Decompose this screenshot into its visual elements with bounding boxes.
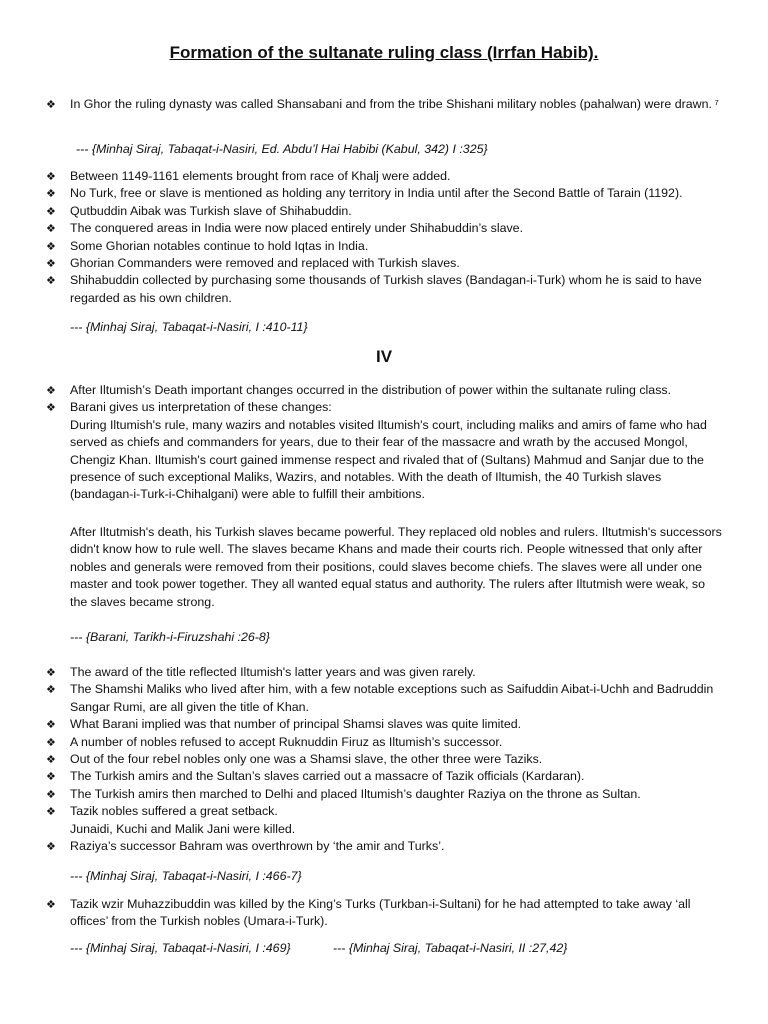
summary-paragraph: After Iltutmish's death, his Turkish slaves became powerful. They replaced old nobles and rulers. Iltutmish's successors didn't know how to rule well. The slaves became Khans and made their courts rich. People witnessed that only after nobles and generals were removed from their positions, could slaves become chiefs. The slaves were all under one master and took power together. They all wanted equal status and authority. The rulers after Iltutmish were weak, so the slaves became strong. xyxy=(70,525,722,609)
diamond-bullet-icon: ❖ xyxy=(46,787,56,801)
continuation-line: Junaidi, Kuchi and Malik Jani were killed. xyxy=(70,821,296,836)
citation: --- {Minhaj Siraj, Tabaqat-i-Nasiri, Ed. Abdu’l Hai Habibi (Kabul, 342) I :325} xyxy=(76,142,488,156)
list-item xyxy=(0,96,768,113)
list-item xyxy=(0,803,768,820)
bullet-text: Tazik wzir Muhazzibuddin was killed by the King’s Turks (Turkban-i-Sultani) for he had attempted to take away ‘all offices’ from the Turkish nobles (Umara-i-Turk). xyxy=(70,897,691,929)
list-item xyxy=(0,786,768,803)
diamond-bullet-icon: ❖ xyxy=(46,735,56,749)
list-item xyxy=(0,896,768,931)
bullet-list xyxy=(0,664,768,855)
bullet-text: Shihabuddin collected by purchasing some thousands of Turkish slaves (Bandagan-i-Turk) whom he is said to have regarded as his own children. xyxy=(70,273,702,305)
bullet-text: Out of the four rebel nobles only one was a Shamsi slave, the other three were Taziks. xyxy=(70,752,543,767)
citation: --- {Barani, Tarikh-i-Firuzshahi :26-8} xyxy=(70,630,270,644)
diamond-bullet-icon: ❖ xyxy=(46,753,56,767)
list-item xyxy=(0,716,768,733)
list-item xyxy=(0,734,768,751)
list-item xyxy=(0,838,768,855)
citation: --- {Minhaj Siraj, Tabaqat-i-Nasiri, I :466-7} xyxy=(70,869,302,883)
diamond-bullet-icon: ❖ xyxy=(46,840,56,854)
diamond-bullet-icon: ❖ xyxy=(46,666,56,679)
diamond-bullet-icon: ❖ xyxy=(46,204,56,218)
bullet-list xyxy=(0,168,768,307)
bullet-text: The award of the title reflected Iltumish's latter years and was given rarely. xyxy=(70,665,476,679)
diamond-bullet-icon: ❖ xyxy=(46,770,56,784)
list-item xyxy=(0,168,768,185)
bullet-text: Barani gives us interpretation of these changes: xyxy=(70,400,332,415)
list-item xyxy=(0,203,768,220)
citation: --- {Minhaj Siraj, Tabaqat-i-Nasiri, II :27,42} xyxy=(333,941,568,955)
diamond-bullet-icon: ❖ xyxy=(46,222,56,236)
diamond-bullet-icon: ❖ xyxy=(46,187,56,201)
diamond-bullet-icon: ❖ xyxy=(46,239,56,253)
bullet-text: Some Ghorian notables continue to hold Iqtas in India. xyxy=(70,238,369,253)
bullet-text: Tazik nobles suffered a great setback. xyxy=(70,804,278,819)
diamond-bullet-icon: ❖ xyxy=(46,274,56,288)
citation: --- {Minhaj Siraj, Tabaqat-i-Nasiri, I :469} xyxy=(70,941,291,955)
list-item xyxy=(0,255,768,272)
diamond-bullet-icon: ❖ xyxy=(46,683,56,697)
section-heading: IV xyxy=(375,347,393,366)
list-item xyxy=(0,681,768,716)
paragraph-block xyxy=(0,524,768,611)
diamond-bullet-icon: ❖ xyxy=(46,98,56,111)
bullet-text: What Barani implied was that number of principal Shamsi slaves was quite limited. xyxy=(70,717,522,732)
bullet-text: The Shamshi Maliks who lived after him, with a few notable exceptions such as Saifuddin Aibat-i-Uchh and Badruddin Sangar Rumi, are all given the title of Khan. xyxy=(70,682,714,714)
bullet-text: Between 1149-1161 elements brought from race of Khalj were added. xyxy=(70,169,451,183)
citation: --- {Minhaj Siraj, Tabaqat-i-Nasiri, I :410-11} xyxy=(70,320,308,334)
bullet-text: The Turkish amirs and the Sultan’s slaves carried out a massacre of Tazik officials (Kardaran). xyxy=(70,769,585,784)
bullet-list xyxy=(0,896,768,931)
bullet-text: No Turk, free or slave is mentioned as holding any territory in India until after the Second Battle of Tarain (1192). xyxy=(70,186,683,201)
bullet-text: Qutbuddin Aibak was Turkish slave of Shihabuddin. xyxy=(70,203,352,218)
list-item xyxy=(0,382,768,399)
bullet-text: After Iltumish’s Death important changes occurred in the distribution of power within the sultanate ruling class. xyxy=(70,383,672,397)
diamond-bullet-icon: ❖ xyxy=(46,384,56,397)
diamond-bullet-icon: ❖ xyxy=(46,898,56,911)
diamond-bullet-icon: ❖ xyxy=(46,718,56,732)
list-item xyxy=(0,238,768,255)
bullet-text: Raziya’s successor Bahram was overthrown by ‘the amir and Turks’. xyxy=(70,839,445,854)
diamond-bullet-icon: ❖ xyxy=(46,170,56,183)
list-item xyxy=(0,220,768,237)
bullet-list xyxy=(0,96,768,113)
diamond-bullet-icon: ❖ xyxy=(46,805,56,819)
bullet-text: A number of nobles refused to accept Ruknuddin Firuz as Iltumish’s successor. xyxy=(70,734,503,749)
bullet-text: In Ghor the ruling dynasty was called Shansabani and from the tribe Shishani military nobles (pahalwan) were drawn. ⁷ xyxy=(70,97,719,111)
document-title: Formation of the sultanate ruling class (Irrfan Habib). xyxy=(169,43,599,62)
list-item xyxy=(0,664,768,681)
list-item xyxy=(0,185,768,202)
list-item xyxy=(0,768,768,785)
list-item xyxy=(0,399,768,416)
bullet-text: Ghorian Commanders were removed and replaced with Turkish slaves. xyxy=(70,256,460,271)
bullet-list xyxy=(0,382,768,504)
diamond-bullet-icon: ❖ xyxy=(46,401,56,415)
bullet-text: The conquered areas in India were now placed entirely under Shihabuddin’s slave. xyxy=(70,221,524,236)
quote-paragraph: During Iltumish's rule, many wazirs and notables visited Iltumish's court, including maliks and amirs of fame who had served as chiefs and commanders for years, due to their fear of the massacre and wrath by the accused Mongol, Chengiz Khan. Iltumish's court gained immense respect and rivaled that of (Sultans) Mahmud and Sanjar due to the presence of such exceptional Maliks, Wazirs, and notables. With the death of Iltumish, the 40 Turkish slaves (bandagan-i-Turk-i-Chihalgani) were able to fulfill their ambitions. xyxy=(70,417,707,502)
bullet-text: The Turkish amirs then marched to Delhi and placed Iltumish’s daughter Raziya on the throne as Sultan. xyxy=(70,786,641,801)
diamond-bullet-icon: ❖ xyxy=(46,257,56,271)
list-item xyxy=(0,272,768,307)
list-item xyxy=(0,751,768,768)
